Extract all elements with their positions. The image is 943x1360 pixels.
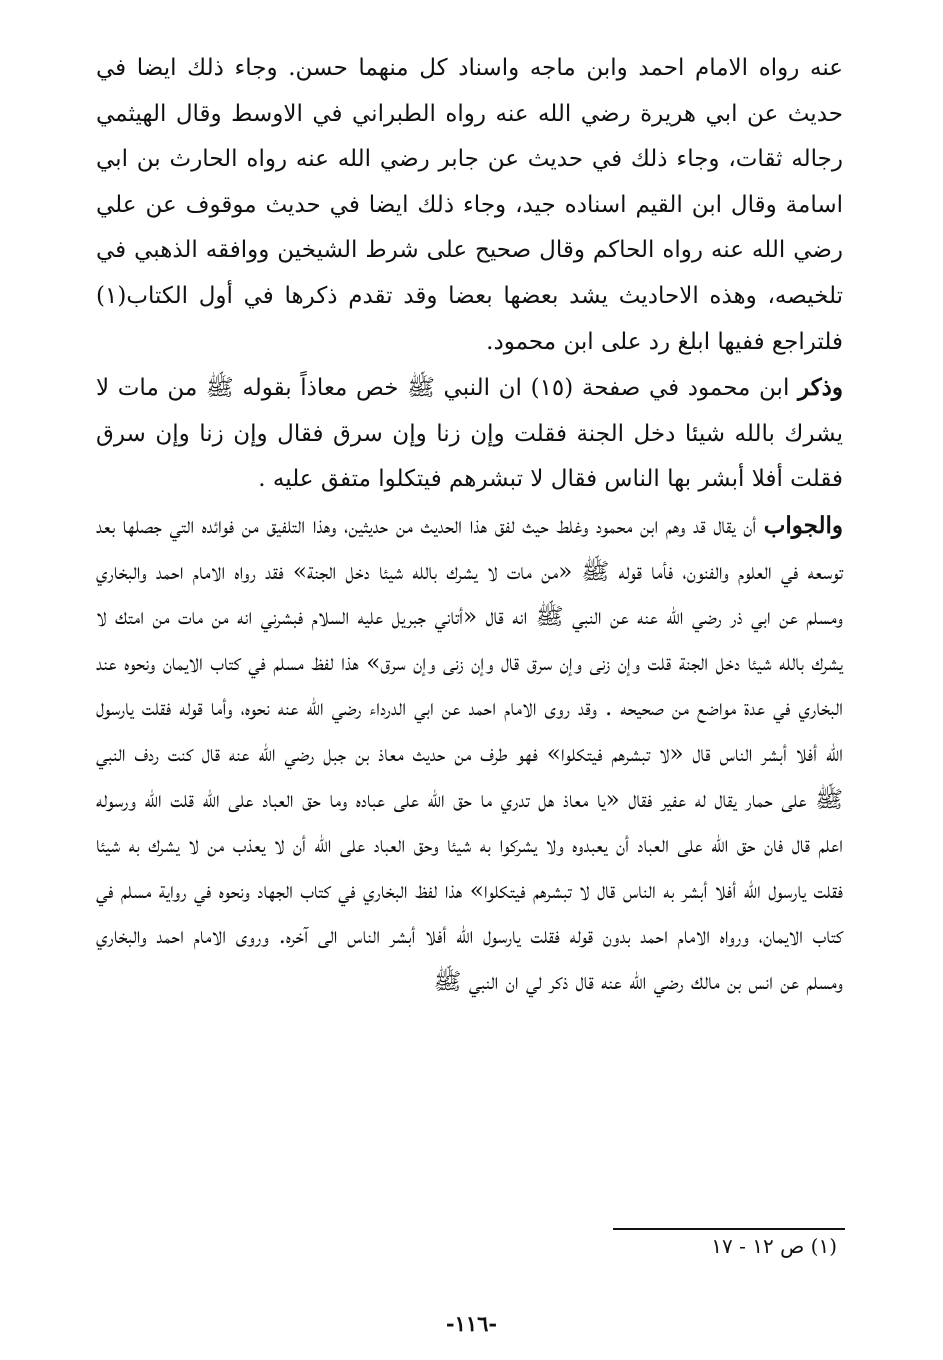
paragraph-2-text: ابن محمود في صفحة (١٥) ان النبي ﷺ خص معاذاً بقوله ﷺ من مات لا يشرك بالله شيئا دخل الجنة فقلت وإن زنا وإن سرق فقال وإن زنا وإن سرق فقلت أفلا أبشر بها الناس فقال لا تبشرهم فيتكلوا متفق عليه . [96, 375, 843, 493]
page-number: -١١٦- [445, 1311, 498, 1336]
paragraph-1 [96, 46, 843, 365]
body-text [96, 46, 843, 1005]
paragraph-2-lead-word: وذكر [798, 374, 843, 402]
paragraph-2 [96, 365, 843, 503]
paragraph-3-text: أن يقال قد وهم ابن محمود وغلط حيث لفق هذا الحديث من حديثين، وهذا التلفيق من فوائده التي جصلها بعد توسعه في العلوم والفنون، فأما قوله ﷺ «من مات لا يشرك بالله شيئا دخل الجنة» فقد رواه الامام احمد والبخاري ومسلم عن ابي ذر رضي الله عنه عن النبي ﷺ انه قال «أتاني جبريل عليه السلام فبشرني انه من مات من امتك لا يشرك بالله شيئا دخل الجنة قلت وإن زنى وإن سرق قال وإن زنى وإن سرق» هذا لفظ مسلم في كتاب الايمان ونحوه عند البخاري في عدة مواضع من صحيحه . وقد روى الامام احمد عن ابي الدرداء رضي الله عنه نحوه، وأما قوله فقلت يارسول الله أفلا أبشر الناس قال «لا تبشرهم فيتكلوا» فهو طرف من حديث معاذ بن جبل رضي الله عنه قال كنت ردف النبي ﷺ على حمار يقال له عفير فقال «يا معاذ هل تدري ما حق الله على عباده وما حق العباد على الله قلت الله ورسوله اعلم قال فان حق الله على العباد أن يعبدوه ولا يشركوا به شيئا وحق العباد على الله أن لا يعذب من لا يشرك به شيئا فقلت يارسول الله أفلا أبشر به الناس قال لا تبشرهم فيتكلوا» هذا لفظ البخاري في كتاب الجهاد ونحوه في رواية مسلم في كتاب الايمان، ورواه الامام احمد بدون قوله فقلت يارسول الله أفلا أبشر الناس الى آخره. وروى الامام احمد والبخاري ومسلم عن انس بن مالك رضي الله عنه قال ذكر لي ان النبي ﷺ [96, 512, 843, 995]
paragraph-3 [96, 503, 843, 1006]
paragraph-1-text: عنه رواه الامام احمد وابن ماجه واسناد كل منهما حسن. وجاء ذلك ايضا في حديث عن ابي هريرة رضي الله عنه رواه الطبراني في الاوسط وقال الهيثمي رجاله ثقات، وجاء ذلك في حديث عن جابر رضي الله عنه رواه الحارث بن ابي اسامة وقال ابن القيم اسناده جيد، وجاء ذلك ايضا في حديث موقوف عن علي رضي الله عنه رواه الحاكم وقال صحيح على شرط الشيخين ووافقه الذهبي في تلخيصه، وهذه الاحاديث يشد بعضها بعضا وقد تقدم ذكرها في أول الكتاب(١) فلتراجع ففيها ابلغ رد على ابن محمود. [96, 55, 843, 355]
paragraph-3-lead-word: والجواب [763, 511, 843, 539]
footnote: (١) ص ١٢ - ١٧ [711, 1234, 837, 1258]
footnote-divider [613, 1228, 845, 1230]
